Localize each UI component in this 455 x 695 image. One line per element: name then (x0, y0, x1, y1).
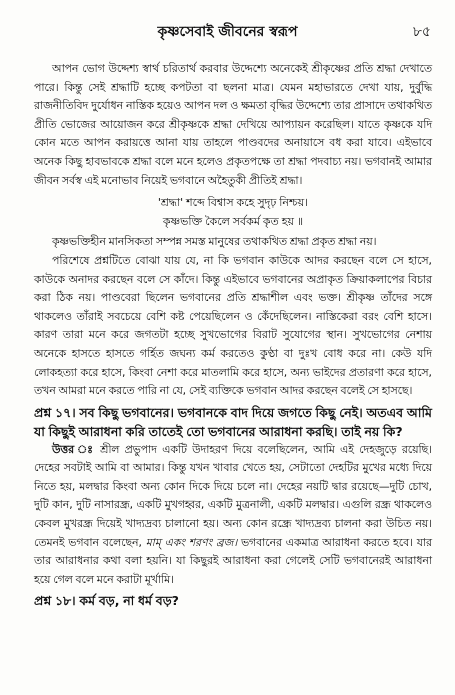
page-number: ৮৫ (412, 24, 431, 40)
paragraph: আপন ভোগ উদ্দেশ্য স্বার্থ চরিতার্থ করবার উদ্দেশ্যে অনেকেই শ্রীকৃষ্ণের প্রতি শ্রদ্ধা দেখাতে পারে। কিন্তু সেই শ্রদ্ধাটি হচ্ছে কপটতা বা ছলনা মাত্র। যেমন মহাভারতে দেখা যায়, দুর্বুদ্ধি রাজনীতিবিদ দুর্যোধন নাস্তিক হয়েও আপন দল ও ক্ষমতা বৃদ্ধির উদ্দেশ্যে তার প্রাসাদে তথাকথিত প্রীতি ভোজের আয়োজন করে শ্রীকৃষ্ণকে শ্রদ্ধা দেখিয়ে আপ্যায়ন করেছিল। যাতে কৃষ্ণকে যদি কোন মতে আপন করায়ত্তে আনা যায় তাহলে পাণ্ডবদের অনায়াসে বধ করা যাবে। এইভাবে অনেক কিছু হাবভাবকে শ্রদ্ধা বলে মনে হলেও প্রকৃতপক্ষে তা শ্রদ্ধা পদবাচ্য নয়। ভগবানই আমার জীবন সর্বস্ব এই মনোভাব নিয়েই ভগবানে অহৈতুকী প্রীতিই শ্রদ্ধা। (34, 62, 432, 187)
verse (34, 194, 432, 231)
page-body (34, 60, 432, 610)
paragraph: পরিশেষে প্রশ্নটিতে বোঝা যায় যে, না কি ভগবান কাউকে আদর করছেন বলে সে হাসে, কাউকে অনাদর করছেন বলে সে কাঁদে। কিন্তু এইভাবে ভগবানের অপ্রাকৃত ক্রিয়াকলাপের বিচার করা ঠিক নয়। পাণ্ডবেরা ছিলেন ভগবানের প্রতি শ্রদ্ধাশীল এবং ভক্ত। শ্রীকৃষ্ণ তাঁদের সঙ্গে থাকলেও তাঁরাই সবচেয়ে বেশি কষ্ট পেয়েছিলেন ও কেঁদেছিলেন। নাস্তিকেরা বরং বেশি হাসে। কারণ তারা মনে করে জগতটা হচ্ছে সুখভোগের বিরাট সুযোগের স্থান। সুখভোগের নেশায় অনেকে হাসতে হাসতে গর্হিত জঘন্য কর্ম করতেও কুণ্ঠা বা দুঃখ বোধ করে না। কেউ যদি লোকহত্যা করে হাসে, কিংবা নেশা করে মাতলামি করে হাসে, অন্য ভাইদের প্রতারণা করে হাসে, তখন আমরা মনে করতে পারি না যে, সেই ব্যক্তিকে ভগবান আদর করছেন বলেই সে হাসছে। (34, 253, 432, 398)
question-18: প্রশ্ন ১৮। কর্ম বড়, না ধর্ম বড়? (34, 593, 179, 609)
page-header (0, 18, 455, 42)
answer-label: উত্তর ঃ (52, 442, 95, 456)
answer-text: ভগবানের একমাত্র আরাধনা করতে হবে। যার তার আরাধনার কথা বলা হয়নি। যা কিছুরই আরাধনা করা গেলেই সেটি ভগবানেরই আরাধনা হয়ে গেল বলে মনে করাটা মূর্খামি। (34, 535, 432, 586)
scripture-quote: মাম্ একং শরণং ব্রজ। (145, 535, 238, 549)
running-title: কৃষ্ণসেবাই জীবনের স্বরূপ (157, 24, 298, 40)
paragraph: কৃষ্ণভক্তিহীন মানসিকতা সম্পন্ন সমস্ত মানুষের তথাকথিত শ্রদ্ধা প্রকৃত শ্রদ্ধা নয়। (52, 235, 377, 249)
question-17: প্রশ্ন ১৭। সব কিছু ভগবানের। ভগবানকে বাদ দিয়ে জগতে কিছু নেই। অতএব আমি যা কিছুই আরাধনা করি তাতেই তো ভগবানের আরাধনা করছি। তাই নয় কি? (34, 404, 432, 439)
answer-text: শ্রীল প্রভুপাদ একটি উদাহরণ দিয়ে বলেছিলেন, আমি এই দেহজুড়ে রয়েছি। দেহের সবটাই আমি বা আমার। কিন্তু যখন খাবার খেতে হয়, সেটাতো দেহটির মুখের মধ্যে দিয়ে নিতে হয়, মলদ্বার কিংবা অন্য কোন দিকে দিয়ে চলে না। দেহের নয়টি দ্বার রয়েছে—দুটি চোখ, দুটি কান, দুটি নাসারন্ধ্র, একটি মুখগহ্বর, একটি মুত্রনালী, একটি মলদ্বার। এগুলি রন্ধ্র থাকলেও কেবল মুখরন্ধ্র দিয়েই খাদ্যদ্রব্য চালানো হয়। অন্য কোন রন্ধ্রে খাদ্যদ্রব্য চালনা করা উচিত নয়। তেমনই ভগবান বলেছেন, (34, 442, 432, 549)
answer-paragraph (34, 441, 432, 590)
verse-line: কৃষ্ণভক্তি কৈলে সর্বকর্ম কৃত হয় ॥ (162, 214, 304, 228)
verse-line: 'শ্রদ্ধা' শব্দে বিশ্বাস কহে সুদৃঢ় নিশ্চয়। (157, 196, 309, 210)
